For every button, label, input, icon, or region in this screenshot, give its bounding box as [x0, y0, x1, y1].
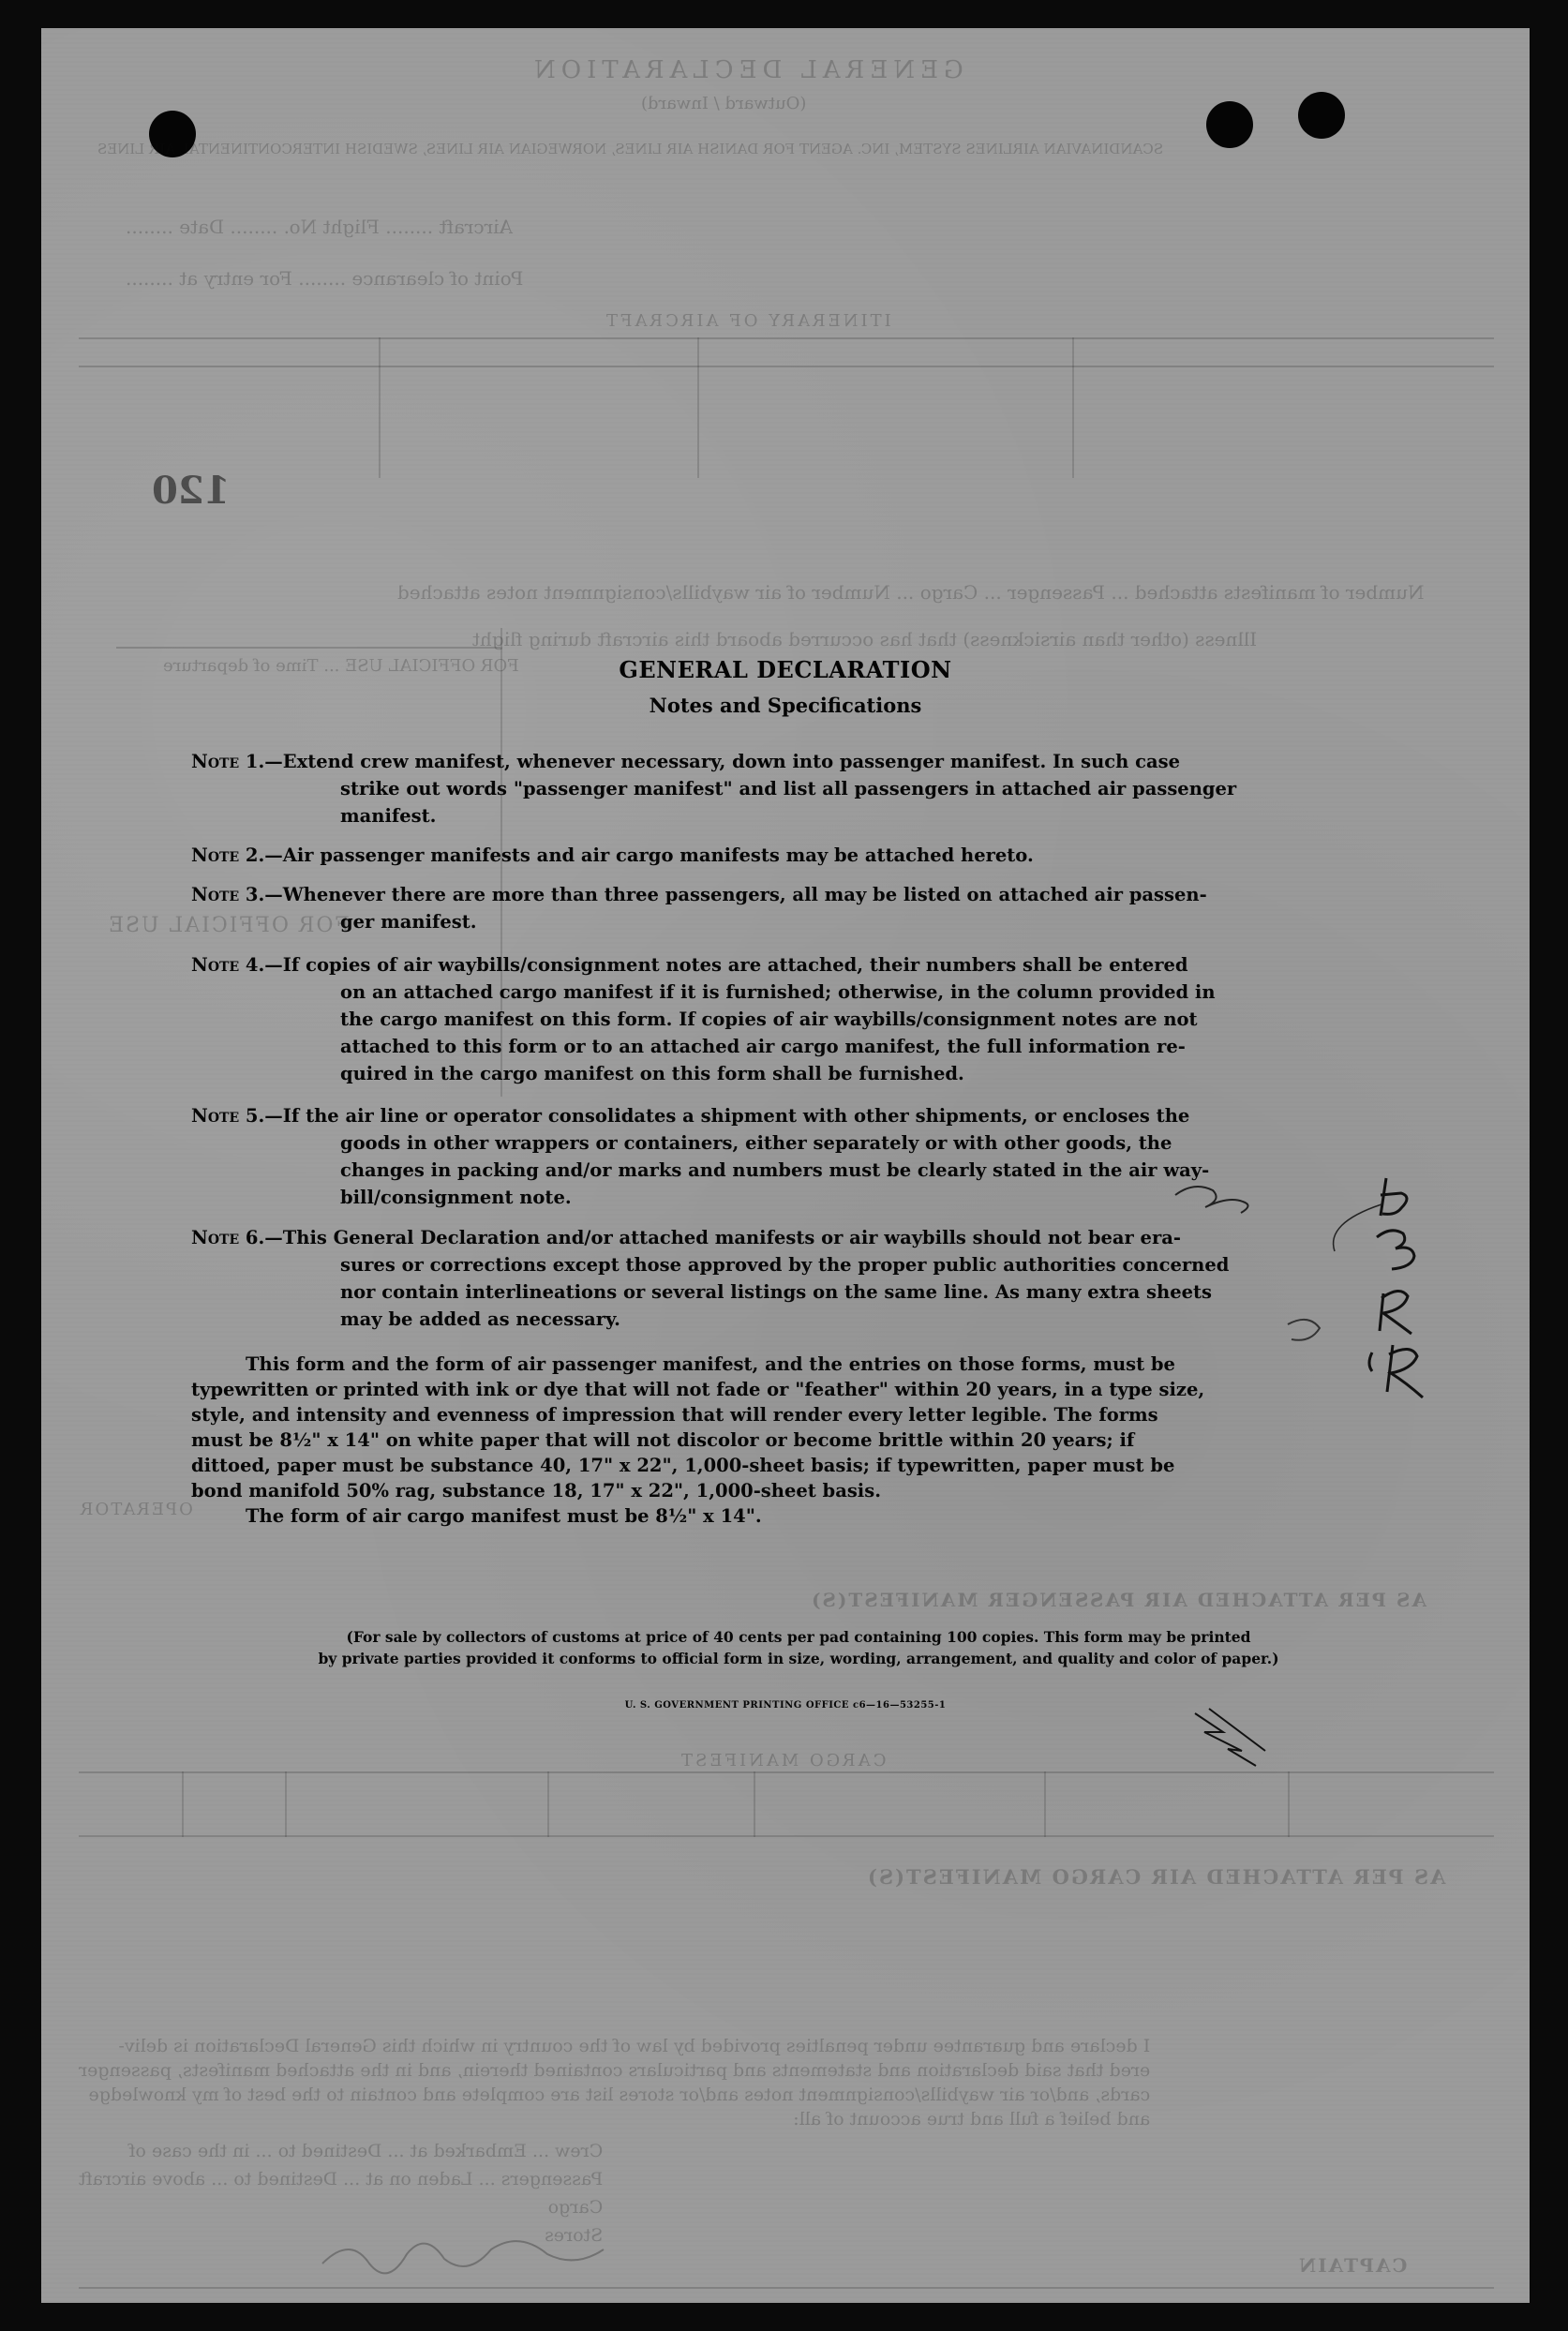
spec-line-1: This form and the form of air passenger manifest, and the entries on those forms, must be	[246, 1353, 1175, 1375]
bleed-through-clearance: Point of clearance ........ For entry at ........	[126, 267, 524, 290]
punch-hole-right-1	[1206, 101, 1253, 148]
note-1-line-1: —Extend crew manifest, whenever necessary, down into passenger manifest. In such case	[264, 751, 1181, 772]
captain-signature-bleed	[313, 2226, 650, 2292]
note-3	[191, 881, 1406, 935]
page-title: GENERAL DECLARATION	[619, 656, 952, 683]
spec-line-4: must be 8½" x 14" on white paper that will not discolor or become brittle within 20 years; if	[191, 1429, 1135, 1451]
note-2-label: Note 2.	[191, 844, 265, 866]
note-1	[191, 748, 1406, 829]
note-5-line-2: goods in other wrappers or containers, either separately or with other goods, the	[340, 1132, 1172, 1154]
handwritten-annotations	[1147, 1167, 1503, 1467]
note-2-line-1: —Air passenger manifests and air cargo manifests may be attached hereto.	[264, 844, 1034, 866]
spec-line-3: style, and intensity and evenness of impression that will render every letter legible. The forms	[191, 1404, 1158, 1426]
bleed-through-itinerary: ITINERARY OF AIRCRAFT	[604, 311, 891, 331]
note-5-label: Note 5.	[191, 1105, 265, 1127]
note-4-line-5: quired in the cargo manifest on this form shall be furnished.	[340, 1063, 964, 1084]
note-4-line-1: —If copies of air waybills/consignment notes are attached, their numbers shall be entered	[264, 954, 1188, 976]
spec-line-5: dittoed, paper must be substance 40, 17" x 22", 1,000-sheet basis; if typewritten, paper must be	[191, 1455, 1175, 1476]
note-1-line-3: manifest.	[340, 805, 437, 827]
bleed-through-declaration: I declare and guarantee under penalties provided by law of the country in which this General Declaration is deliv- ered that said declaration and statements and particulars contained therein, and in the attached manifests, passenger cards, and/or air waybills/consignment notes and/or stores list are complete and contain to the best of my knowledge and belief a full and true account of all:	[79, 2036, 1151, 2129]
note-2	[191, 842, 1406, 869]
note-3-line-2: ger manifest.	[340, 911, 477, 933]
stamp-number: 120	[152, 469, 231, 513]
note-4	[191, 951, 1406, 1087]
note-1-label: Note 1.	[191, 751, 265, 772]
bleed-through-aircraft: Aircraft ........ Flight No. ........ Date ........	[126, 216, 514, 238]
note-4-line-4: attached to this form or to an attached air cargo manifest, the full information re-	[340, 1036, 1186, 1057]
sale-notice	[191, 1626, 1406, 1669]
bleed-through-subheader: (Outward / Inward)	[641, 94, 807, 113]
spec-line-2: typewritten or printed with ink or dye that will not fade or "feather" within 20 years, in a type size,	[191, 1379, 1205, 1400]
printing-office-imprint: U. S. GOVERNMENT PRINTING OFFICE c6—16—53255-1	[624, 1700, 947, 1711]
note-5-line-4: bill/consignment note.	[340, 1187, 572, 1208]
bleed-through-captain: CAPTAIN	[1297, 2254, 1408, 2277]
note-6-line-3: nor contain interlineations or several listings on the same line. As many extra sheets	[340, 1281, 1213, 1303]
bleed-through-manifests: Number of manifests attached ... Passenger ... Cargo ... Number of air waybills/consignment notes attached	[397, 581, 1425, 604]
bleed-through-passenger-manifest: AS PER ATTACHED AIR PASSENGER MANIFEST(S)	[810, 1589, 1426, 1611]
note-3-label: Note 3.	[191, 884, 265, 905]
document-page	[41, 28, 1530, 2303]
spec-line-8: The form of air cargo manifest must be 8½" x 14".	[246, 1505, 762, 1527]
page-subtitle: Notes and Specifications	[649, 694, 922, 717]
note-6-line-2: sures or corrections except those approved by the proper public authorities concerned	[340, 1254, 1230, 1276]
note-5-line-3: changes in packing and/or marks and numbers must be clearly stated in the air way-	[340, 1159, 1210, 1181]
ink-scribble	[1190, 1704, 1293, 1770]
spec-line-6: bond manifold 50% rag, substance 18, 17" x 22", 1,000-sheet basis.	[191, 1480, 881, 1502]
note-5-line-1: —If the air line or operator consolidates a shipment with other shipments, or encloses the	[264, 1105, 1190, 1127]
note-6-line-4: may be added as necessary.	[340, 1308, 620, 1330]
note-4-line-2: on an attached cargo manifest if it is furnished; otherwise, in the column provided in	[340, 981, 1216, 1003]
bleed-through-illness: Illness (other than airsickness) that has occurred aboard this aircraft during flight	[472, 628, 1258, 650]
note-6-label: Note 6.	[191, 1227, 265, 1248]
note-4-label: Note 4.	[191, 954, 265, 976]
punch-hole-right-2	[1298, 92, 1345, 139]
bleed-through-operator: OPERATOR	[79, 1500, 193, 1519]
bleed-through-cargo-title: CARGO MANIFEST	[679, 1751, 887, 1771]
bleed-through-official: FOR OFFICIAL USE ... Time of departure	[163, 656, 519, 676]
note-1-line-2: strike out words "passenger manifest" and list all passengers in attached air passenger	[340, 778, 1237, 799]
bleed-through-cargo-manifest: AS PER ATTACHED AIR CARGO MANIFEST(S)	[866, 1865, 1446, 1889]
note-6-line-1: —This General Declaration and/or attached manifests or air waybills should not bear era-	[264, 1227, 1181, 1248]
sale-notice-line-2: by private parties provided it conforms to official form in size, wording, arrangement, and quality and color of paper.)	[318, 1650, 1279, 1667]
note-4-line-3: the cargo manifest on this form. If copies of air waybills/consignment notes are not	[340, 1009, 1198, 1030]
sale-notice-line-1: (For sale by collectors of customs at price of 40 cents per pad containing 100 copies. This form may be printed	[346, 1628, 1251, 1646]
bleed-through-crew: Crew ... Embarked at ... Destined to ... in the case of Passengers ... Laden on at ... Destined to ... above aircraft Cargo Stores	[79, 2141, 604, 2246]
bleed-through-airline: SCANDINAVIAN AIRLINES SYSTEM, INC. AGENT FOR DANISH AIR LINES, NORWEGIAN AIR LINES, SWEDISH INTERCONTINENTAL AIR LINES	[97, 141, 1164, 157]
bleed-through-header: GENERAL DECLARATION	[529, 56, 963, 84]
note-3-line-1: —Whenever there are more than three passengers, all may be listed on attached air passen-	[264, 884, 1207, 905]
bleed-through-official-2: FOR OFFICIAL USE	[107, 914, 350, 937]
